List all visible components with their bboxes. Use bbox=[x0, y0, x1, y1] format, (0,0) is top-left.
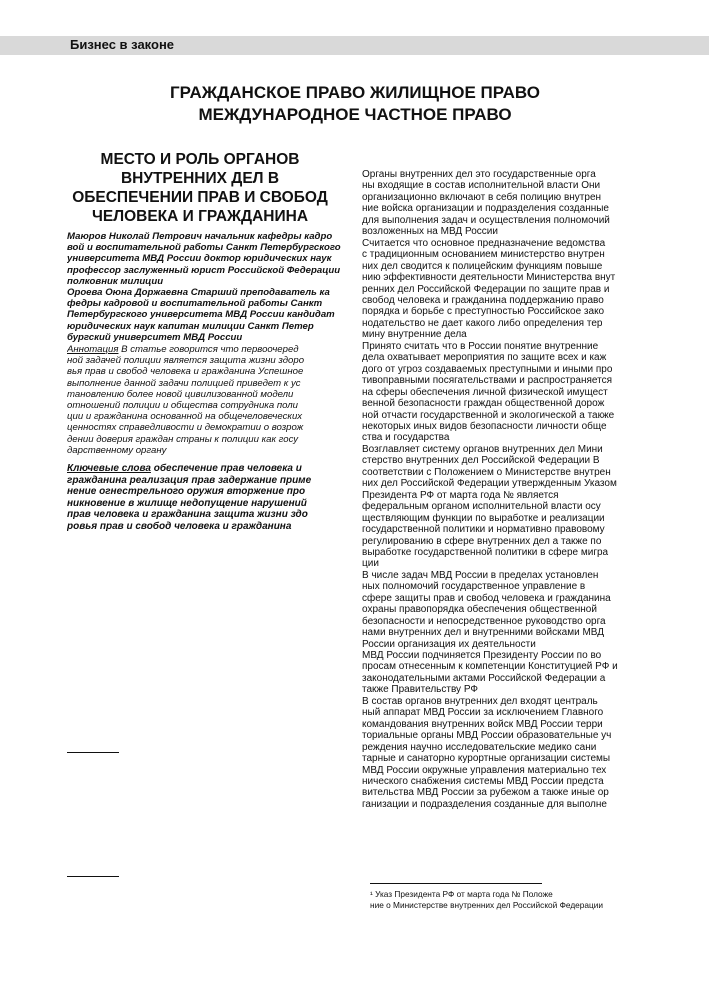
text-line: ных полномочий государственное управление в bbox=[362, 581, 586, 593]
text-line: сфере защиты прав и свобод человека и гражданина bbox=[362, 592, 611, 604]
text-line: дела охватывает мероприятия по защите всех и каж bbox=[362, 352, 607, 364]
abstract-label: Аннотация bbox=[67, 344, 119, 355]
section-title-line: МЕЖДУНАРОДНОЕ ЧАСТНОЕ ПРАВО bbox=[198, 105, 512, 124]
article-title-line: ВНУТРЕННИХ ДЕЛ В bbox=[120, 170, 280, 187]
text-line: ториальные органы МВД России образовательные уч bbox=[362, 730, 612, 742]
text-line: для выполнения задач и осуществления полномочий bbox=[362, 214, 610, 226]
text-line: стерство внутренних дел Российской Федерации В bbox=[362, 455, 600, 467]
text-line: некоторых иных видов безопасности личности обще bbox=[362, 420, 607, 432]
text-line: МВД России подчиняется Президенту России по во bbox=[362, 650, 602, 662]
text-line: дого от угроз создаваемых преступными и иными про bbox=[362, 363, 613, 375]
text-line: Петербургского университета МВД России кандидат bbox=[67, 309, 335, 321]
article-title bbox=[55, 150, 345, 226]
text-line: нического снабжения системы МВД России предста bbox=[362, 776, 604, 788]
text-line: прав человека и гражданина защита жизни здо bbox=[67, 509, 308, 521]
text-line: Принято считать что в России понятие внутренние bbox=[362, 340, 599, 352]
text-line: профессор заслуженный юрист Российской Федерации bbox=[67, 264, 341, 276]
text-line: Маюров Николай Петрович начальник кафедры кадро bbox=[67, 231, 333, 242]
text-line: ции и гражданина основанной на общечеловеческих bbox=[67, 411, 303, 423]
text-line: мину внутренние дела bbox=[362, 329, 467, 341]
text-line: просам отнесенным к компетенции Конституцией РФ и bbox=[362, 661, 618, 673]
text-line: безопасности и непосредственное руководство орга bbox=[362, 615, 606, 627]
abstract-body bbox=[67, 355, 349, 456]
text-line: нение огнестрельного оружия вторжение про bbox=[67, 486, 306, 498]
abstract bbox=[67, 344, 349, 456]
text-line: венной безопасности граждан общественной дорож bbox=[362, 398, 605, 410]
article-title-line: МЕСТО И РОЛЬ ОРГАНОВ bbox=[100, 151, 300, 168]
author-info bbox=[67, 231, 349, 343]
article-body-column bbox=[362, 169, 642, 810]
text-line: законодательными актами Российской Федерации а bbox=[362, 672, 606, 684]
text-line: вья прав и свобод человека и гражданина Успешное bbox=[67, 366, 304, 378]
text-line: ценностях справедливости и демократии о возрож bbox=[67, 422, 304, 434]
section-title-line: ГРАЖДАНСКОЕ ПРАВО ЖИЛИЩНОЕ ПРАВО bbox=[170, 83, 540, 102]
text-line: МВД России окружные управления материально тех bbox=[362, 764, 607, 776]
text-line: них дел сводится к полицейским функциям повыше bbox=[362, 260, 603, 272]
text-line: Органы внутренних дел это государственные орга bbox=[362, 169, 596, 180]
text-line: реждения научно исследовательские медико сани bbox=[362, 741, 597, 753]
text-line: возложенных на МВД России bbox=[362, 226, 498, 238]
text-line: никновение в жилище недопущение нарушений bbox=[67, 497, 307, 509]
text-line: вительства МВД России за рубежом а также иные ор bbox=[362, 787, 609, 799]
text-line: нодательство не дает какого либо определения тер bbox=[362, 317, 603, 329]
separator-rule bbox=[67, 752, 119, 753]
footnote bbox=[370, 889, 645, 911]
text-line: тановлению более новой цивилизованной модели bbox=[67, 388, 294, 400]
footnote-rule bbox=[370, 883, 542, 884]
text-line: ции bbox=[362, 558, 379, 570]
text-line: федеральным органом исполнительной власти осу bbox=[362, 501, 601, 513]
text-line: дарственному органу bbox=[67, 444, 167, 456]
text-line: полковник милиции bbox=[67, 275, 164, 287]
text-line: дении доверия граждан страны к полиции как госу bbox=[67, 433, 299, 445]
text-line: ществляющим функции по выработке и реализации bbox=[362, 512, 605, 524]
text-line: Считается что основное предназначение ведомства bbox=[362, 237, 606, 249]
text-line: них дел Российской Федерации утвержденным Указом bbox=[362, 478, 617, 490]
text-line: ной отчасти государственной и экологической а также bbox=[362, 409, 615, 421]
article-title-line: ОБЕСПЕЧЕНИИ ПРАВ И СВОБОД bbox=[72, 189, 328, 206]
text-line: юридических наук капитан милиции Санкт Петер bbox=[67, 320, 314, 332]
text-line: командования внутренних войск МВД России терри bbox=[362, 718, 603, 730]
running-header-bar bbox=[0, 36, 709, 55]
keywords-label: Ключевые слова bbox=[67, 463, 151, 474]
text-line: организационно включают в себя полицию внутрен bbox=[362, 191, 602, 203]
separator-rule bbox=[67, 876, 119, 877]
text-line: ровья прав и свобод человека и гражданина bbox=[67, 520, 292, 532]
text-line: нию эффективности деятельности Министерства внут bbox=[362, 272, 616, 284]
text-line: государственной политики и нормативно правовому bbox=[362, 524, 605, 536]
text-line: университета МВД России доктор юридических наук bbox=[67, 253, 332, 265]
text-line: федры кадровой и воспитательной работы Санкт bbox=[67, 298, 323, 310]
text-line: вой и воспитательной работы Санкт Петербургского bbox=[67, 242, 341, 254]
text-line: В числе задач МВД России в пределах установлен bbox=[362, 569, 599, 581]
running-header-title: Бизнес в законе bbox=[70, 37, 175, 52]
text-line: выработке государственной политики в сфере мигра bbox=[362, 546, 609, 558]
text-line: В состав органов внутренних дел входят централь bbox=[362, 695, 598, 707]
text-line: охраны правопорядка обеспечения общественной bbox=[362, 604, 597, 616]
text-line: тивоправными посягательствами и распространяется bbox=[362, 375, 612, 387]
text-line: бургский университет МВД России bbox=[67, 331, 243, 343]
text-line: ¹ Указ Президента РФ от марта года № Положе bbox=[370, 889, 553, 899]
text-line: с традиционным основанием министерство внутрен bbox=[362, 249, 605, 261]
text-line: Президента РФ от марта года № является bbox=[362, 489, 559, 501]
text-line: регулированию в сфере внутренних дел а также по bbox=[362, 535, 602, 547]
text-line: свобод человека и гражданина поддержанию право bbox=[362, 294, 604, 306]
text-line: также Правительству РФ bbox=[362, 684, 478, 696]
text-line: нами внутренних дел и внутренними войсками МВД bbox=[362, 627, 605, 639]
section-title bbox=[100, 82, 610, 126]
text-line: ства и государства bbox=[362, 432, 450, 444]
keywords-first-line bbox=[67, 463, 349, 475]
text-line: на сферы обеспечения личной физической имущест bbox=[362, 386, 608, 398]
text-line: ганизации и подразделения созданные для выполне bbox=[362, 798, 607, 810]
text-line: России организация их деятельности bbox=[362, 638, 536, 650]
text-line: порядка и борьбе с преступностью Российское зако bbox=[362, 306, 605, 318]
text-line: Ороева Оюна Доржаевна Старший преподаватель ка bbox=[67, 287, 330, 299]
text-line: тарные и санаторно курортные организации системы bbox=[362, 753, 611, 765]
keywords bbox=[67, 463, 349, 533]
text-line: ный аппарат МВД России за исключением Главного bbox=[362, 707, 604, 719]
text-line: отношений полиции и общества сотрудника поли bbox=[67, 400, 298, 412]
text-line: выполнение данной задачи полицией приведет к ус bbox=[67, 377, 301, 389]
text-line: ние о Министерстве внутренних дел Российской Федерации bbox=[370, 900, 604, 910]
keywords-first-line-text: обеспечение прав человека и bbox=[150, 463, 302, 474]
text-line: Возглавляет систему органов внутренних дел Мини bbox=[362, 443, 603, 455]
text-line: ной задачей полиции является защита жизни здоро bbox=[67, 355, 305, 367]
text-line: ние войска организации и подразделения созданные bbox=[362, 203, 609, 215]
text-line: ренних дел Российской Федерации по защите прав и bbox=[362, 283, 610, 295]
article-title-line: ЧЕЛОВЕКА И ГРАЖДАНИНА bbox=[91, 208, 309, 225]
text-line: соответствии с Положением о Министерстве внутрен bbox=[362, 466, 611, 478]
text-line: ны входящие в состав исполнительной власти Они bbox=[362, 180, 601, 192]
keywords-body bbox=[67, 475, 349, 533]
abstract-first-line-text: В статье говорится что первоочеред bbox=[118, 344, 299, 355]
text-line: гражданина реализация прав задержание приме bbox=[67, 474, 312, 486]
abstract-first-line bbox=[67, 344, 349, 355]
